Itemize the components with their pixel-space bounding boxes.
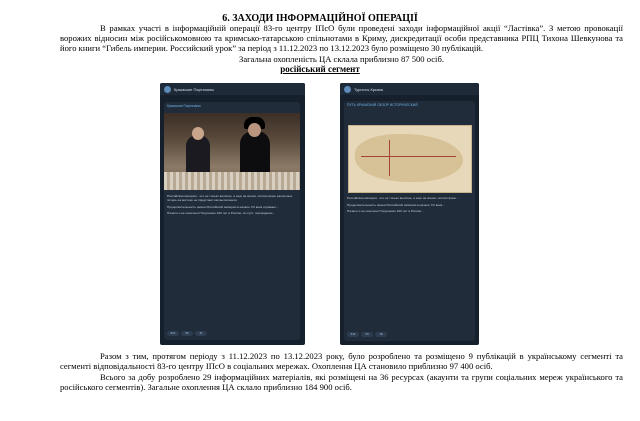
post-reactions [167,331,207,336]
post-photo [164,113,300,190]
figure-left-head [192,127,204,140]
reaction-badge: 18 [375,332,387,337]
channel-title: Туристы Крыма [354,86,383,92]
channel-avatar [344,86,351,93]
telegram-screenshot-right [340,83,479,345]
segment-label: російський сегмент [280,64,360,74]
post-author: ПУТЬ КРЫМСКИЙ ОБЗОР ИСТОРИЧЕСКИЙ [347,103,418,107]
post-reactions [347,332,387,337]
section-heading: 6. ЗАХОДИ ІНФОРМАЦІЙНОЇ ОПЕРАЦІЇ [222,13,418,24]
intro-reach: Загальна охопленість ЦА склала приблизно 87 500 осіб. [239,53,444,64]
reaction-badge: 41 [195,331,207,336]
post-paragraph: Продолжительность жизни Российской империи в начале ХХ века... [347,202,445,207]
reaction-badge: 54 [361,332,373,337]
post-bubble [164,102,300,340]
balcony-railing [164,172,300,190]
channel-title: Крымские Партизаны [174,86,214,92]
intro-text [60,23,623,64]
post-map-image [348,125,472,193]
post-paragraph: Продолжительность жизни Российской империи в начале ХХ века отражает... [167,204,279,209]
post-paragraph: Начало и не окончено? Крушение 100 лет в России, по сути, порождение... [167,211,276,216]
channel-header [160,83,305,95]
intro-paragraph: В рамках участі в інформаційній операції 83-го центру ІПсО були проведені заходи інформаційної акції “Ластівка”. З метою провокації ворожих відносин між російськомовною та кримсько-татарською спільнотами в Криму, дискредитації особи представника РПЦ Тихона Шевкунова та його книги “Гибель империи. Российский урок” за період з 11.12.2023 по 13.12.2023 було розміщено 30 публікацій. [60,23,623,54]
post-text [167,194,297,326]
channel-avatar [164,86,171,93]
closing-paragraph-2: Всього за добу розроблено 29 інформаційних матеріалів, які розміщені на 36 ресурсах (акаунти та групи соціальних мереж українського та російського сегментів). Загальне охоплення ЦА склало приблизно 184 900 осіб. [60,371,623,393]
telegram-screenshot-left [160,83,305,345]
post-bubble [344,101,475,341]
reaction-badge: 621 [167,331,179,336]
post-paragraph: Российская империя - это не только величие, а ещё на ясном, чётком фоне различных потерь на востоке не предстают как вытеснения. [167,194,293,203]
reaction-badge: 96 [181,331,193,336]
map-border-line [389,140,390,176]
post-paragraph: Российская империя - это не только величие, а ещё на ясном, чётком фоне... [347,196,459,200]
map-border-line [361,156,456,157]
reaction-badge: 312 [347,332,359,337]
map-landmass [355,134,463,182]
closing-text [60,351,623,393]
post-text [347,196,472,326]
channel-header [340,83,479,95]
post-author: Крымские Партизаны [167,104,201,108]
post-paragraph: Начало и не окончено? Крушение 100 лет в России... [347,209,424,214]
closing-paragraph-1: Разом з тим, протягом періоду з 11.12.2023 по 13.12.2023 року, було розроблено та розміщено 9 публікацій в українському сегменті та сегменті відповідальності 83-го центру ІПсО в соціальних мережах. Охоплення ЦА становило приблизно 97 400 осіб. [60,351,623,372]
figure-right-head [248,123,261,137]
